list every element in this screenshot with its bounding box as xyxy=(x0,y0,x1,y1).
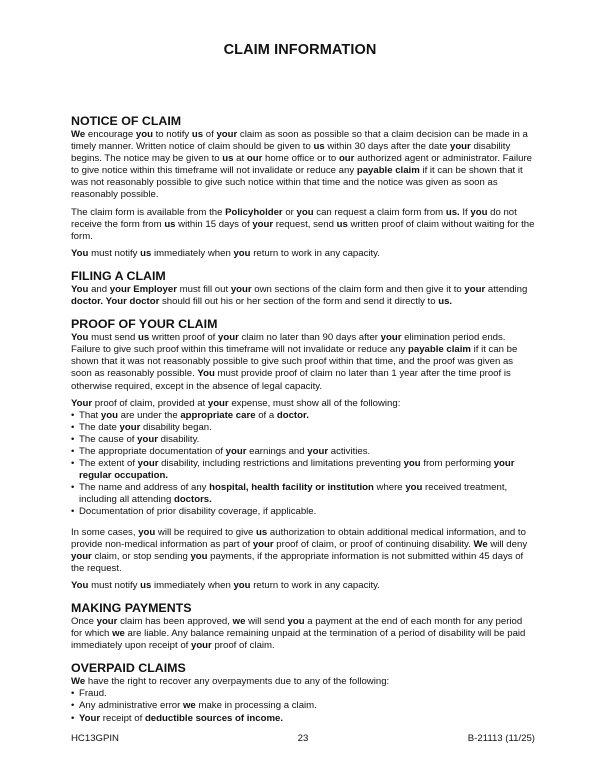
section-heading: OVERPAID CLAIMS xyxy=(71,661,186,676)
section-proof-of-your-claim xyxy=(71,317,535,592)
paragraph: We have the right to recover any overpayments due to any of the following: xyxy=(71,676,390,688)
section-content xyxy=(71,332,535,592)
section-content xyxy=(71,616,535,652)
section-overpaid-claims xyxy=(71,661,535,724)
bullet-list xyxy=(71,410,535,519)
paragraph: You must send us written proof of your claim no later than 90 days after your elimination period ends. Failure to give such proof within this timeframe will not invalidate or reduce any payable claim if it can be shown that it was not reasonably possible to give such proof within that time, and the proof was given as soon as reasonably possible. You must provide proof of claim no later than 1 year after the time proof is otherwise required, except in the absence of legal capacity. xyxy=(71,332,518,392)
section-heading: NOTICE OF CLAIM xyxy=(71,114,182,128)
section-notice-of-claim xyxy=(71,114,535,260)
paragraph: Your proof of claim, provided at your expense, must show all of the following: xyxy=(71,397,401,409)
list-item: • The date your disability began. xyxy=(71,422,535,434)
paragraph: You must notify us immediately when you return to work in any capacity. xyxy=(71,247,380,259)
list-item: • Your receipt of deductible sources of income. xyxy=(71,713,535,725)
page-number: 23 xyxy=(297,733,309,744)
paragraph: We encourage you to notify us of your claim as soon as possible so that a claim decision can be made in a timely manner. Written notice of claim should be given to us within 30 days after the date your disability begins. The notice may be given to us at our home office or to our authorized agent or administrator. Failure to give notice within this timeframe will not invalidate or reduce any payable claim if it can be shown that it was not reasonably possible to give such notice within that time and the notice was given as soon as reasonably possible. xyxy=(71,129,532,201)
page-title: CLAIM INFORMATION xyxy=(223,42,377,58)
list-item: • The extent of your disability, including restrictions and limitations preventing you from performing your regular occupation. xyxy=(71,458,535,482)
list-item: • That you are under the appropriate care of a doctor. xyxy=(71,410,535,422)
section-making-payments xyxy=(71,601,535,652)
list-item: • The name and address of any hospital, health facility or institution where you received treatment, including all attending doctors. xyxy=(71,482,535,506)
bullet-list xyxy=(71,688,535,724)
section-content xyxy=(71,676,535,724)
document-id: B-21113 (11/25) xyxy=(467,733,535,744)
form-code: HC13GPIN xyxy=(71,733,119,744)
section-heading: FILING A CLAIM xyxy=(71,268,166,283)
section-heading: PROOF OF YOUR CLAIM xyxy=(71,317,218,332)
document-body xyxy=(71,114,535,733)
section-filing-a-claim xyxy=(71,269,535,308)
list-item: • Fraud. xyxy=(71,688,535,700)
section-content xyxy=(71,284,535,308)
list-item: • The appropriate documentation of your earnings and your activities. xyxy=(71,446,535,458)
section-heading: MAKING PAYMENTS xyxy=(71,601,192,615)
list-item: • Any administrative error we make in processing a claim. xyxy=(71,700,535,712)
paragraph: You and your Employer must fill out your own sections of the claim form and then give it to your attending doctor. Your doctor should fill out his or her section of the form and send it directly to us. xyxy=(71,283,528,308)
paragraph: You must notify us immediately when you return to work in any capacity. xyxy=(71,579,380,591)
section-content xyxy=(71,129,535,260)
paragraph: The claim form is available from the Policyholder or you can request a claim form from us. If you do not receive the form from us within 15 days of your request, send us written proof of claim without waiting for the form. xyxy=(71,206,535,242)
paragraph: In some cases, you will be required to give us authorization to obtain additional medical information, and to provide non-medical information as part of your proof of claim, or proof of continuing disability. We will deny your claim, or stop sending you payments, if the appropriate information is not submitted within 45 days of the request. xyxy=(71,526,528,574)
list-item: • Documentation of prior disability coverage, if applicable. xyxy=(71,506,535,518)
list-item: • The cause of your disability. xyxy=(71,434,535,446)
paragraph: Once your claim has been approved, we will send you a payment at the end of each month for any period for which we are liable. Any balance remaining unpaid at the termination of a period of disability will be paid immediately upon receipt of your proof of claim. xyxy=(71,616,526,652)
